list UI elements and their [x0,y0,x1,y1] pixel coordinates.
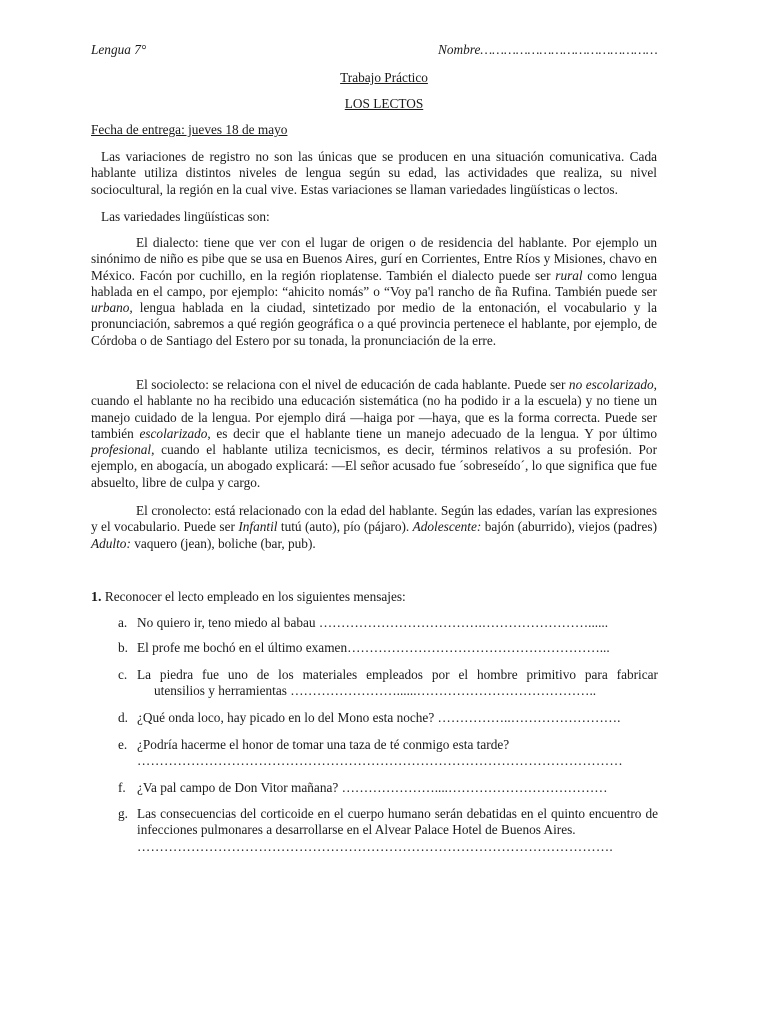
term-urbano: urbano, [91,300,133,316]
term-infantil: Infantil [238,519,278,535]
cronolecto-paragraph: El cronolecto: está relacionado con la edad del hablante. Según las edades, varían las expresiones y el vocabulario. Puede ser Infantil tutú (auto), pío (pájaro). Adolescente: bajón (aburrido), viejos (padres) Adulto: vaquero (jean), boliche (bar, pub). [91,503,657,551]
term-adolescente: Adolescente: [412,519,482,535]
exercise-item-d: d. ¿Qué onda loco, hay picado en lo del Mono esta noche? ……………..……………………. [118,710,621,725]
term-escolarizado: escolarizado [139,425,208,441]
sociolecto-paragraph: El sociolecto: se relaciona con el nivel de educación de cada hablante. Puede ser no escolarizado, cuando el hablante no ha recibido una educación sistemática (no ha podido ir a la escuela) y no tiene un manejo cuidado de la lengua. Por ejemplo dirá —haiga por —haya, que es la forma correcta. Puede ser también escolarizado, es decir que el hablante tiene un manejo adecuado de la lengua. Y por último profesional, cuando el hablante utiliza tecnicismos, es decir, términos relativos a su profesión. Por ejemplo, en abogacía, un abogado explicará: —El señor acusado fue ´sobreseído´, lo que significa que fue absuelto, libre de culpa y cargo. [91,377,657,490]
varieties-intro: Las variedades lingüísticas son: [101,209,270,224]
dialecto-paragraph: El dialecto: tiene que ver con el lugar de origen o de residencia del hablante. Por ejemplo un sinónimo de niño es pibe que se usa en Buenos Aires, gurí en Corrientes, Entre Ríos y Misiones, chavo en México. Facón por cuchillo, en la región rioplatense. También el dialecto puede ser rural como lengua hablada en el campo, por ejemplo: “ahicito nomás” o “Voy pa'l rancho de ña Rufina. También puede ser urbano, lengua hablada en la ciudad, sintetizado por medio de la entonación, el vocabulario y la pronunciación, sabremos a qué región geográfica o a qué provincia pertenece el hablante, por ejemplo, de Córdoba o de Santiago del Estero por su tonada, la pronunciación de la erre. [91,235,657,348]
exercise-item-e: e. ¿Podría hacerme el honor de tomar una taza de té conmigo esta tarde? ……………………………………………………………………………………………… [118,737,658,770]
answer-line: ……………………………………………………………………………………………. [137,838,613,854]
document-title: Trabajo Práctico [340,70,428,85]
exercise-item-b: b. El profe me bochó en el último examen…………………………………………………... [118,640,610,655]
term-no-escolarizado: no escolarizado [568,377,654,392]
name-field: Nombre……………………………………… [438,42,658,57]
exercise-item-f: f. ¿Va pal campo de Don Vitor mañana? …………………....……………………………… [118,780,608,795]
term-adulto: Adulto: [91,535,131,551]
term-rural: rural [555,267,583,283]
exercise-instruction: 1. Reconocer el lecto empleado en los siguientes mensajes: [91,589,406,605]
answer-line: ……………………………………………………………………………………………… [137,753,623,769]
intro-paragraph: Las variaciones de registro no son las únicas que se producen en una situación comunicativa. Cada hablante utiliza distintos niveles de lengua según su edad, las actividades que realiza, su nivel sociocultural, la región en la cual vive. Estas variaciones se llaman variedades lingüísticas o lectos. [91,149,657,197]
term-profesional: profesional [91,442,152,458]
exercise-number: 1. [91,590,102,605]
subject-header: Lengua 7° [91,42,147,57]
exercise-item-c: c. La piedra fue uno de los materiales empleados por el hombre primitivo para fabricar utensilios y herramientas ……………………......………………………………….. [118,667,658,699]
exercise-item-g: g. Las consecuencias del corticoide en el cuerpo humano serán debatidas en el quinto encuentro de infecciones pulmonares a desarrollarse en el Alvear Palace Hotel de Buenos Aires. ……………………………………………………………………………………………. [118,806,658,854]
exercise-item-a: a. No quiero ir, teno miedo al babau ……………………………….……………………...... [118,615,609,630]
due-date: Fecha de entrega: jueves 18 de mayo [91,122,288,137]
document-subtitle: LOS LECTOS [344,96,424,111]
